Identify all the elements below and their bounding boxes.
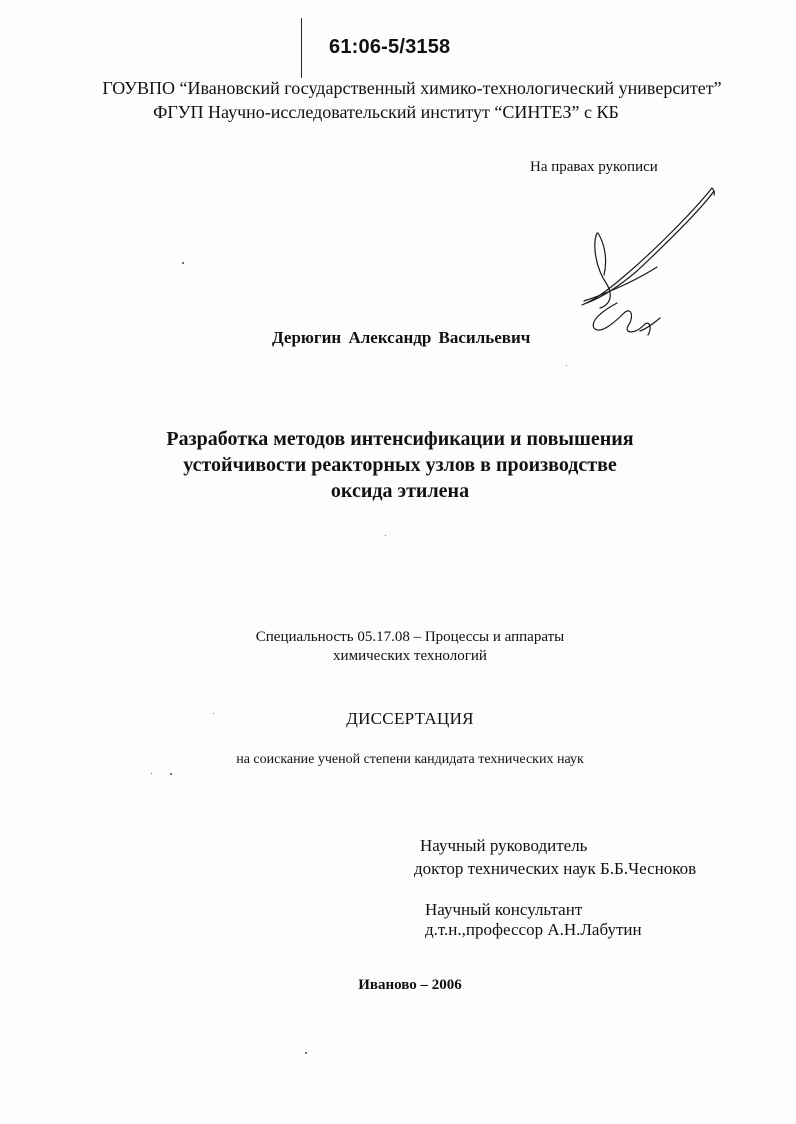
consultant-label: Научный консультант	[425, 900, 583, 919]
scan-speck	[385, 535, 386, 536]
scan-speck	[151, 773, 152, 774]
specialty-line-2: химических технологий	[333, 648, 487, 664]
scan-speck	[182, 262, 184, 264]
specialty-line-1: Специальность 05.17.08 – Процессы и аппараты	[255, 629, 565, 645]
archive-code: 61:06-5/3158	[329, 36, 451, 58]
title-line-1: Разработка методов интенсификации и повышения	[166, 428, 634, 450]
consultant-name: д.т.н.,профессор А.Н.Лабутин	[425, 920, 642, 939]
supervisor-label: Научный руководитель	[420, 836, 588, 855]
city-year: Иваново – 2006	[358, 977, 462, 993]
organization-1: ГОУВПО “Ивановский государственный химико-технологический университет”	[102, 78, 722, 98]
specialty	[12, 628, 796, 666]
rights-note: На правах рукописи	[530, 159, 658, 175]
title-line-3: оксида этилена	[330, 480, 470, 502]
scan-speck	[170, 773, 172, 775]
document-type: ДИССЕРТАЦИЯ	[346, 709, 474, 728]
scan-speck	[566, 365, 567, 366]
margin-line	[301, 18, 302, 78]
dissertation-title	[2, 426, 796, 504]
author-name: Дерюгин Александр Васильевич	[272, 328, 531, 347]
scan-speck	[305, 1052, 307, 1054]
title-line-2: устойчивости реакторных узлов в производстве	[183, 454, 617, 476]
handwritten-signature	[562, 183, 722, 348]
organization-2: ФГУП Научно-исследовательский институт “СИНТЕЗ” с КБ	[153, 102, 619, 122]
scan-speck	[213, 713, 214, 714]
degree-statement: на соискание ученой степени кандидата технических наук	[236, 752, 584, 767]
supervisor-name: доктор технических наук Б.Б.Чесноков	[414, 859, 697, 878]
